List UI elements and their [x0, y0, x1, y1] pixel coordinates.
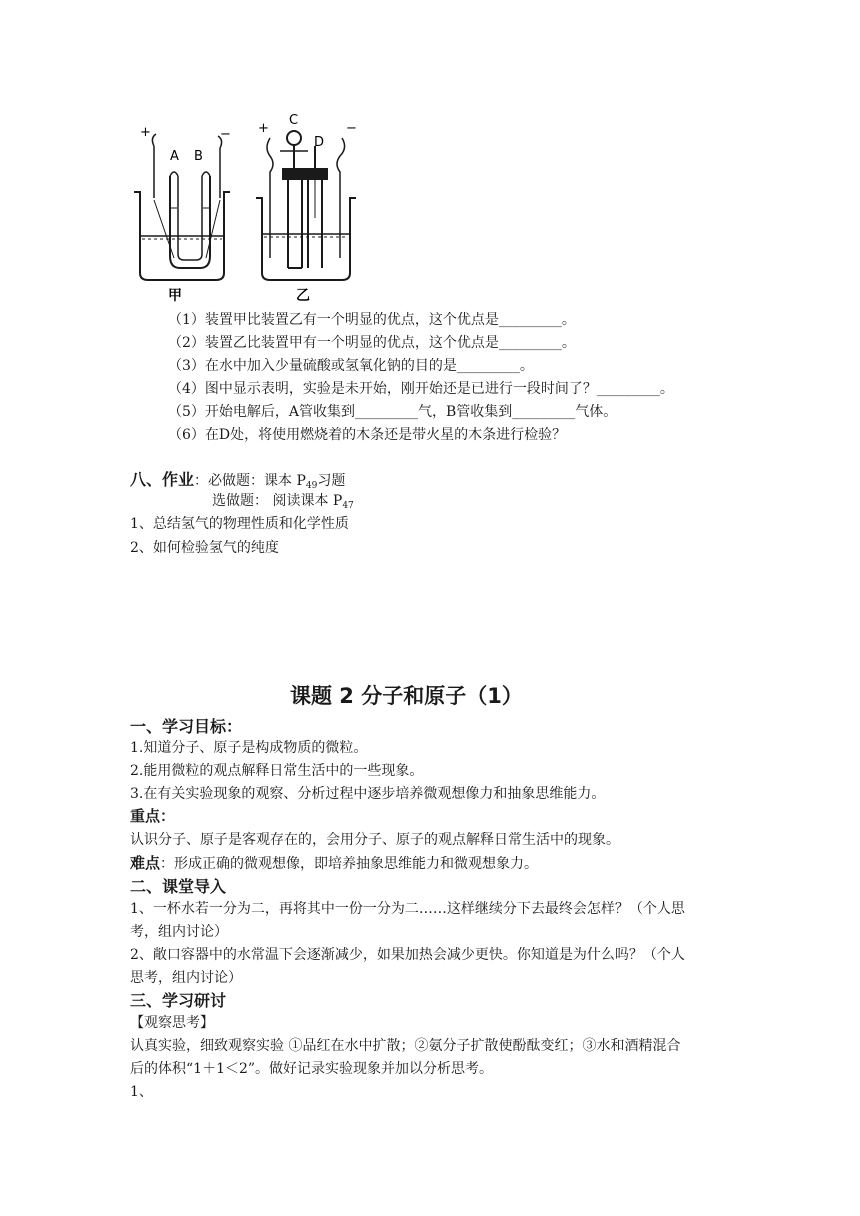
difficulty-line: [130, 852, 538, 873]
difficulty-text: ：形成正确的微观想像，即培养抽象思维能力和微观想象力。: [160, 856, 539, 872]
homework-heading: 八、作业: [130, 470, 195, 489]
observe-line-1: 认真实验，细致观察实验 ①品红在水中扩散；②氨分子扩散使酚酞变红；③水和酒精混合: [130, 1038, 681, 1054]
item-1: 1、: [130, 1084, 153, 1100]
electrolysis-apparatus-figure: [120, 108, 380, 308]
homework-required-page: 49: [305, 481, 318, 491]
label-jia: 甲: [168, 288, 182, 304]
homework-required-line: [130, 467, 345, 491]
label-a: A: [170, 149, 179, 164]
goal-3: 3.在有关实验现象的观察、分析过程中逐步培养微观想像力和抽象思维能力。: [130, 786, 606, 802]
label-b: B: [194, 149, 203, 164]
intro-2-line-2: 思考，组内讨论）: [130, 970, 242, 986]
question-3: （3）在水中加入少量硫酸或氢氧化钠的目的是_________。: [168, 358, 534, 374]
intro-1-line-2: 考，组内讨论）: [130, 924, 228, 940]
homework-required-label: ：必做题：课本 P: [194, 473, 306, 489]
intro-1-line-1: 1、一杯水若一分为二，再将其中一份一分为二……这样继续分下去最终会怎样？（个人思: [130, 901, 685, 917]
intro-2-line-1: 2、敞口容器中的水常温下会逐渐减少，如果加热会减少更快。你知道是为什么吗？（个人: [130, 947, 685, 963]
homework-optional-page: 47: [342, 501, 354, 511]
question-2: （2）装置乙比装置甲有一个明显的优点，这个优点是_________。: [168, 335, 576, 351]
goal-1: 1.知道分子、原子是构成物质的微粒。: [130, 740, 368, 756]
homework-optional-line: [212, 490, 354, 511]
plus-label-yi: +: [258, 121, 269, 136]
label-c: C: [289, 113, 299, 128]
goals-heading: 一、学习目标：: [130, 717, 243, 736]
lesson-title: 课题 2 分子和原子（1）: [290, 684, 523, 708]
intro-heading: 二、课堂导入: [130, 877, 227, 896]
homework-required-suffix: 习题: [317, 473, 346, 489]
plus-label-jia: +: [140, 125, 151, 140]
observe-label: 【观察思考】: [130, 1015, 214, 1031]
key-heading: 重点：: [130, 807, 176, 825]
homework-optional-label: 选做题： 阅读课本 P: [212, 493, 343, 509]
question-1: （1）装置甲比装置乙有一个明显的优点，这个优点是_________。: [168, 312, 576, 328]
question-4: （4）图中显示表明，实验是未开始，刚开始还是已进行一段时间了？_________。: [168, 381, 674, 397]
observe-line-2: 后的体积“1＋1＜2”。做好记录实验现象并加以分析思考。: [130, 1061, 494, 1077]
question-5: （5）开始电解后，A管收集到_________气，B管收集到_________气体。: [168, 404, 618, 420]
homework-item-1: 1、总结氢气的物理性质和化学性质: [130, 516, 349, 532]
key-text: 认识分子、原子是客观存在的，会用分子、原子的观点解释日常生活中的现象。: [130, 832, 620, 848]
label-yi: 乙: [296, 288, 310, 304]
homework-item-2: 2、如何检验氢气的纯度: [130, 540, 279, 556]
minus-label-yi: −: [346, 121, 357, 136]
label-d: D: [314, 135, 325, 150]
minus-label-jia: −: [220, 127, 231, 142]
study-heading: 三、学习研讨: [130, 991, 227, 1010]
difficulty-label: 难点: [130, 854, 161, 872]
goal-2: 2.能用微粒的观点解释日常生活中的一些现象。: [130, 763, 424, 779]
question-6: （6）在D处，将使用燃烧着的木条还是带火星的木条进行检验？: [168, 427, 567, 443]
